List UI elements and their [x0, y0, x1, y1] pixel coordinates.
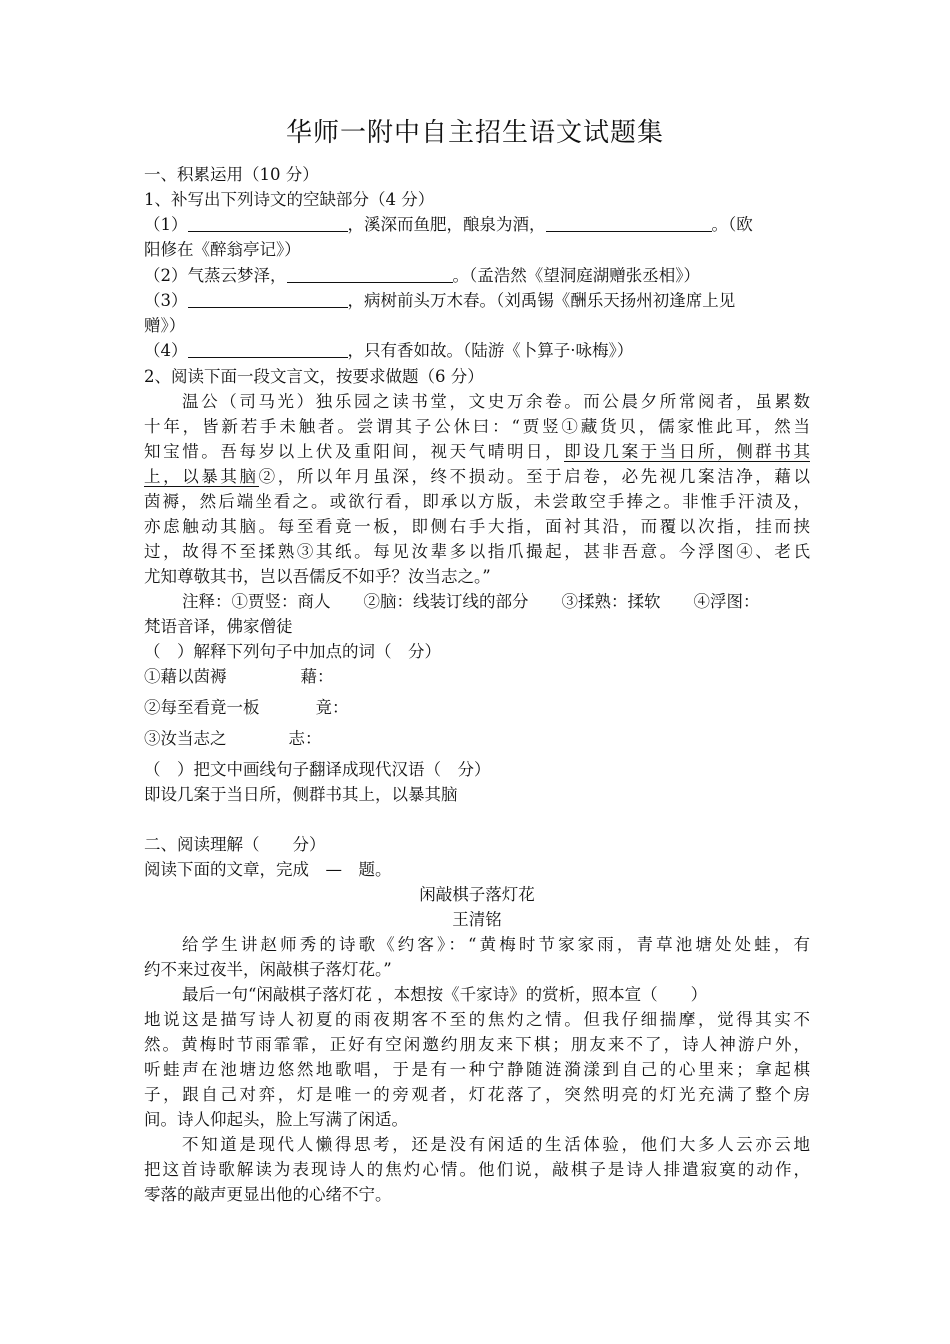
underlined-sentence: 即设几案于当日所，侧群书其 — [564, 442, 810, 461]
answer-blank[interactable] — [287, 265, 453, 283]
word-item-3 — [144, 726, 810, 751]
translate-sentence: 即设几案于当日所，侧群书其上，以暴其脑 — [144, 785, 458, 804]
underlined-sentence: 上，以暴其脑 — [144, 467, 259, 486]
article-title: 闲敲棋子落灯花 — [419, 885, 535, 904]
word-item-text: 之 — [210, 729, 227, 748]
question1-item2 — [144, 263, 810, 288]
item-text: ，病树前头万木春。（刘禹锡《酬乐天扬州初逢席上见 — [347, 291, 736, 310]
section2-heading: 二、阅读理解（ 分） — [144, 835, 326, 854]
passage-line — [144, 464, 810, 489]
answer-blank[interactable] — [188, 290, 348, 308]
passage-line: 茵褥，然后端坐看之。或欲行看，即承以方版，未尝敢空手捧之。非惟手汗渍及， — [144, 492, 810, 511]
item-text: ，溪深而鱼肥，酿泉为酒， — [347, 215, 546, 234]
item-text: ，只有香如故。（陆游《卜算子·咏梅》） — [347, 341, 634, 360]
article-line: 约不来过夜半，闲敲棋子落灯花。” — [144, 960, 392, 979]
word-item-text: ③汝当 — [144, 729, 194, 748]
word-answer-label: 藉： — [300, 667, 334, 686]
article-line: 然。黄梅时节雨霏霏，正好有空闲邀约朋友来下棋；朋友来不了，诗人神游户外， — [144, 1035, 810, 1054]
word-item-text: ① — [144, 667, 161, 686]
passage-text: ②，所以年月虽深，终不损动。至于启卷，必先视几案洁净，藉以 — [258, 467, 810, 486]
answer-blank[interactable] — [546, 214, 712, 232]
passage-line: 过，故得不至揉熟③其纸。每见汝辈多以指爪撮起，甚非吾意。今浮图④、老氏 — [144, 542, 810, 561]
article-line: 最后一句“闲敲棋子落灯花 ，本想按《千家诗》的赏析，照本宣（ ） — [182, 985, 708, 1004]
word-item-text: 以茵褥 — [177, 667, 227, 686]
section2-instruction: 阅读下面的文章，完成 — 题。 — [144, 860, 392, 879]
subquestion-translate: （ ）把文中画线句子翻译成现代汉语（ 分） — [144, 760, 491, 779]
section1-heading: 一、积累运用（10 分） — [144, 165, 319, 184]
word-answer-label: 志： — [288, 729, 322, 748]
notes-line: 梵语音译，佛家僧徒 — [144, 617, 293, 636]
article-line: 给学生讲赵师秀的诗歌《约客》：“黄梅时节家家雨，青草池塘处处蛙，有 — [182, 935, 810, 954]
question1-item4 — [144, 338, 810, 363]
passage-line: 尤知尊敬其书，岂以吾儒反不如乎？汝当志之。” — [144, 567, 491, 586]
subquestion-explain: （ ）解释下列句子中加点的词（ 分） — [144, 642, 441, 661]
question1-item3 — [144, 288, 810, 313]
page-title: 华师一附中自主招生语文试题集 — [285, 118, 664, 148]
item-number: （4） — [144, 341, 188, 360]
notes-line: 注释：①贾竖：商人 ②脑：线装订线的部分 ③揉熟：揉软 ④浮图： — [182, 592, 760, 611]
article-line: 子，跟自己对弈，灯是唯一的旁观者，灯花落了，突然明亮的灯光充满了整个房 — [144, 1085, 810, 1104]
word-answer-label: 竟： — [315, 698, 349, 717]
article-line: 间。诗人仰起头，脸上写满了闲适。 — [144, 1110, 408, 1129]
item-number: （1） — [144, 215, 188, 234]
emphasis-dot-word: 志 — [193, 729, 210, 748]
article-line: 地说这是描写诗人初夏的雨夜期客不至的焦灼之情。但我仔细揣摩，觉得其实不 — [144, 1010, 810, 1029]
item-text: （2）气蒸云梦泽， — [144, 266, 287, 285]
article-line: 不知道是现代人懒得思考，还是没有闲适的生活体验，他们大多人云亦云地 — [182, 1135, 810, 1154]
passage-line: 温公（司马光）独乐园之读书堂，文史万余卷。而公晨夕所常阅者，虽累数 — [182, 392, 810, 411]
article-line: 零落的敲声更显出他的心绪不宁。 — [144, 1185, 392, 1204]
word-item-2 — [144, 695, 810, 720]
item-number: （3） — [144, 291, 188, 310]
passage-line — [144, 439, 810, 464]
passage-line: 亦虑触动其脑。每至看竟一板，即侧右手大指，面衬其沿，而覆以次指，挂而挟 — [144, 517, 810, 536]
item-source: 。（欧 — [711, 215, 753, 234]
question1-item1 — [144, 212, 810, 237]
question1-item1-source: 阳修在《醉翁亭记》） — [144, 240, 301, 259]
emphasis-dot-word: 竟 — [210, 698, 227, 717]
passage-text: 知宝惜。吾每岁以上伏及重阳间，视天气晴明日， — [144, 442, 565, 461]
item-source: 。（孟浩然《望洞庭湖赠张丞相》） — [452, 266, 700, 285]
question1-prompt: 1、补写出下列诗文的空缺部分（4 分） — [144, 190, 435, 209]
article-line: 把这首诗歌解读为表现诗人的焦灼心情。他们说，敲棋子是诗人排遣寂寞的动作， — [144, 1160, 810, 1179]
word-item-text: 一板 — [226, 698, 260, 717]
question2-prompt: 2、阅读下面一段文言文，按要求做题（6 分） — [144, 367, 484, 386]
article-author: 王清铭 — [452, 910, 502, 929]
word-item-text: ②每至看 — [144, 698, 210, 717]
passage-line: 十年，皆新若手未触者。尝谓其子公休曰：“贾竖①藏货贝，儒家惟此耳，然当 — [144, 417, 810, 436]
emphasis-dot-word: 藉 — [160, 667, 177, 686]
article-line: 听蛙声在池塘边悠然地歌唱，于是有一种宁静随涟漪漾到自己的心里来；拿起棋 — [144, 1060, 810, 1079]
answer-blank[interactable] — [188, 340, 348, 358]
question1-item3-source: 赠》） — [144, 316, 186, 335]
answer-blank[interactable] — [188, 214, 348, 232]
word-item-1 — [144, 664, 810, 689]
